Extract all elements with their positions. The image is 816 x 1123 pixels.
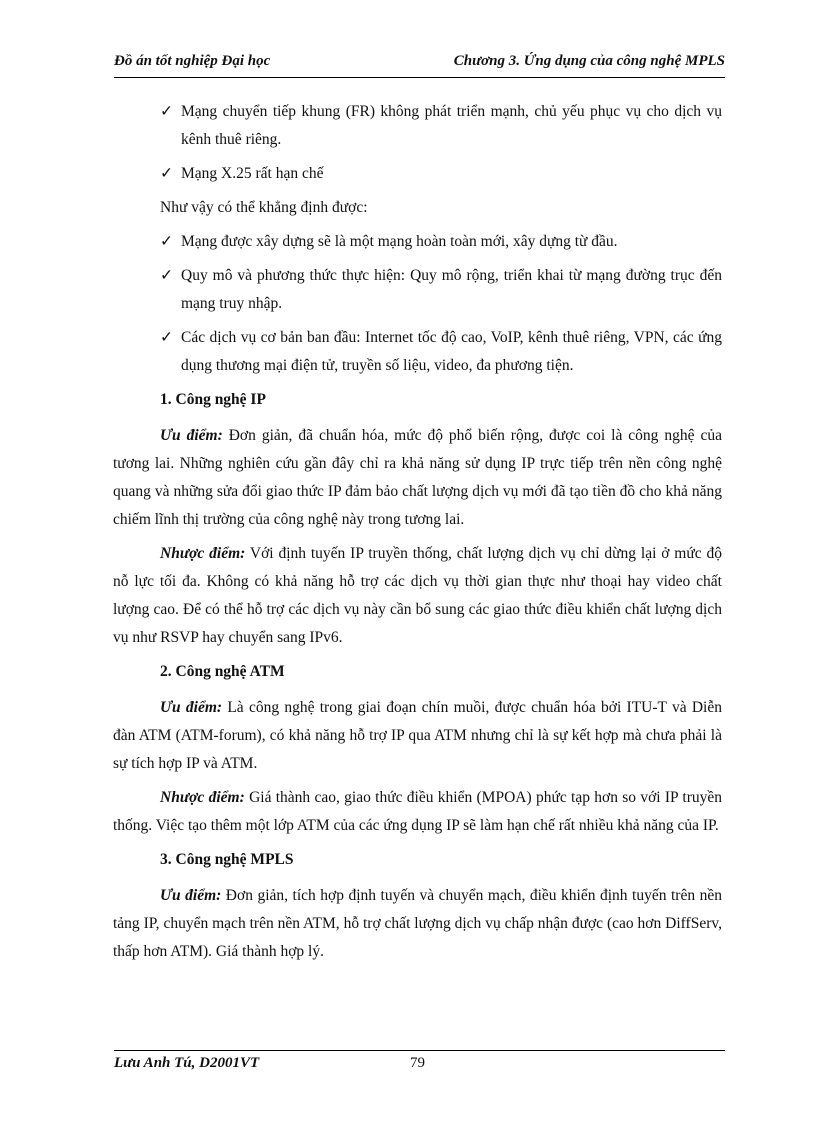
pros-label: Ưu điểm: [160,699,223,716]
section-heading: 2. Công nghệ ATM [160,663,285,680]
cons-label: Nhược điểm: [160,545,246,562]
section-heading: 1. Công nghệ IP [160,391,266,408]
bullet-item [160,98,722,154]
cons-paragraph [113,784,722,840]
pros-paragraph [113,882,722,966]
footer-rule [114,1050,725,1051]
bullet-item [160,262,722,318]
check-icon: ✓ [160,233,173,250]
cons-text: Với định tuyến IP truyền thống, chất lượng dịch vụ chỉ dừng lại ở mức độ nỗ lực tối đa. Không có khả năng hỗ trợ các dịch vụ thời gian thực như thoại hay video chất lượng cao. Để có thể hỗ trợ các dịch vụ này cần bổ sung các giao thức điều khiển chất lượng dịch vụ như RSVP hay chuyển sang IPv6. [113,545,722,646]
header-left-title: Đồ án tốt nghiệp Đại học [114,53,271,69]
check-icon: ✓ [160,165,173,182]
page-body [113,98,723,972]
cons-label: Nhược điểm: [160,789,245,806]
pros-paragraph [113,694,722,778]
cons-paragraph [113,540,722,652]
bullet-text: Mạng X.25 rất hạn chế [181,165,324,182]
check-icon: ✓ [160,329,173,346]
pros-text: Đơn giản, đã chuẩn hóa, mức độ phổ biến rộng, được coi là công nghệ của tương lai. Những nghiên cứu gần đây chỉ ra khả năng sử dụng IP trực tiếp trên nền công nghệ quang và những sửa đổi giao thức IP đảm bảo chất lượng dịch vụ mới đã tạo tiền đồ cho khả năng chiếm lĩnh thị trường của công nghệ này trong tương lai. [113,427,722,528]
header-rule [114,77,725,78]
cons-text: Giá thành cao, giao thức điều khiển (MPOA) phức tạp hơn so với IP truyền thống. Việc tạo thêm một lớp ATM của các ứng dụng IP sẽ làm hạn chế rất nhiều khả năng của IP. [113,789,723,834]
bullet-item [160,228,722,256]
bullet-text: Quy mô và phương thức thực hiện: Quy mô rộng, triển khai từ mạng đường trục đến mạng truy nhập. [181,267,722,312]
pros-label: Ưu điểm: [160,427,223,444]
pros-text: Là công nghệ trong giai đoạn chín muồi, được chuẩn hóa bởi ITU-T và Diễn đàn ATM (ATM-forum), có khả năng hỗ trợ IP qua ATM nhưng chỉ là sự kết hợp mà chưa phải là sự tích hợp IP và ATM. [113,699,722,772]
footer-author: Lưu Anh Tú, D2001VT [114,1055,260,1071]
pros-paragraph [113,422,722,534]
page-number: 79 [410,1055,425,1071]
intro-paragraph: Như vậy có thể khẳng định được: [160,199,368,216]
page-header [114,53,725,77]
bullet-text: Mạng chuyển tiếp khung (FR) không phát triển mạnh, chủ yếu phục vụ cho dịch vụ kênh thuê riêng. [181,103,722,148]
bullet-item [160,160,722,188]
bullet-text: Các dịch vụ cơ bản ban đầu: Internet tốc độ cao, VoIP, kênh thuê riêng, VPN, các ứng dụng thương mại điện tử, truyền số liệu, video, đa phương tiện. [181,329,722,374]
pros-text: Đơn giản, tích hợp định tuyến và chuyển mạch, điều khiển định tuyến trên nền tảng IP, chuyển mạch trên nền ATM, hỗ trợ chất lượng dịch vụ chấp nhận được (cao hơn DiffServ, thấp hơn ATM). Giá thành hợp lý. [113,887,722,960]
bullet-item [160,324,722,380]
section-heading: 3. Công nghệ MPLS [160,851,294,868]
check-icon: ✓ [160,267,173,284]
check-icon: ✓ [160,103,173,120]
header-chapter-title: Chương 3. Ứng dụng của công nghệ MPLS [453,53,725,69]
pros-label: Ưu điểm: [160,887,222,904]
bullet-text: Mạng được xây dựng sẽ là một mạng hoàn toàn mới, xây dựng từ đầu. [181,233,618,250]
